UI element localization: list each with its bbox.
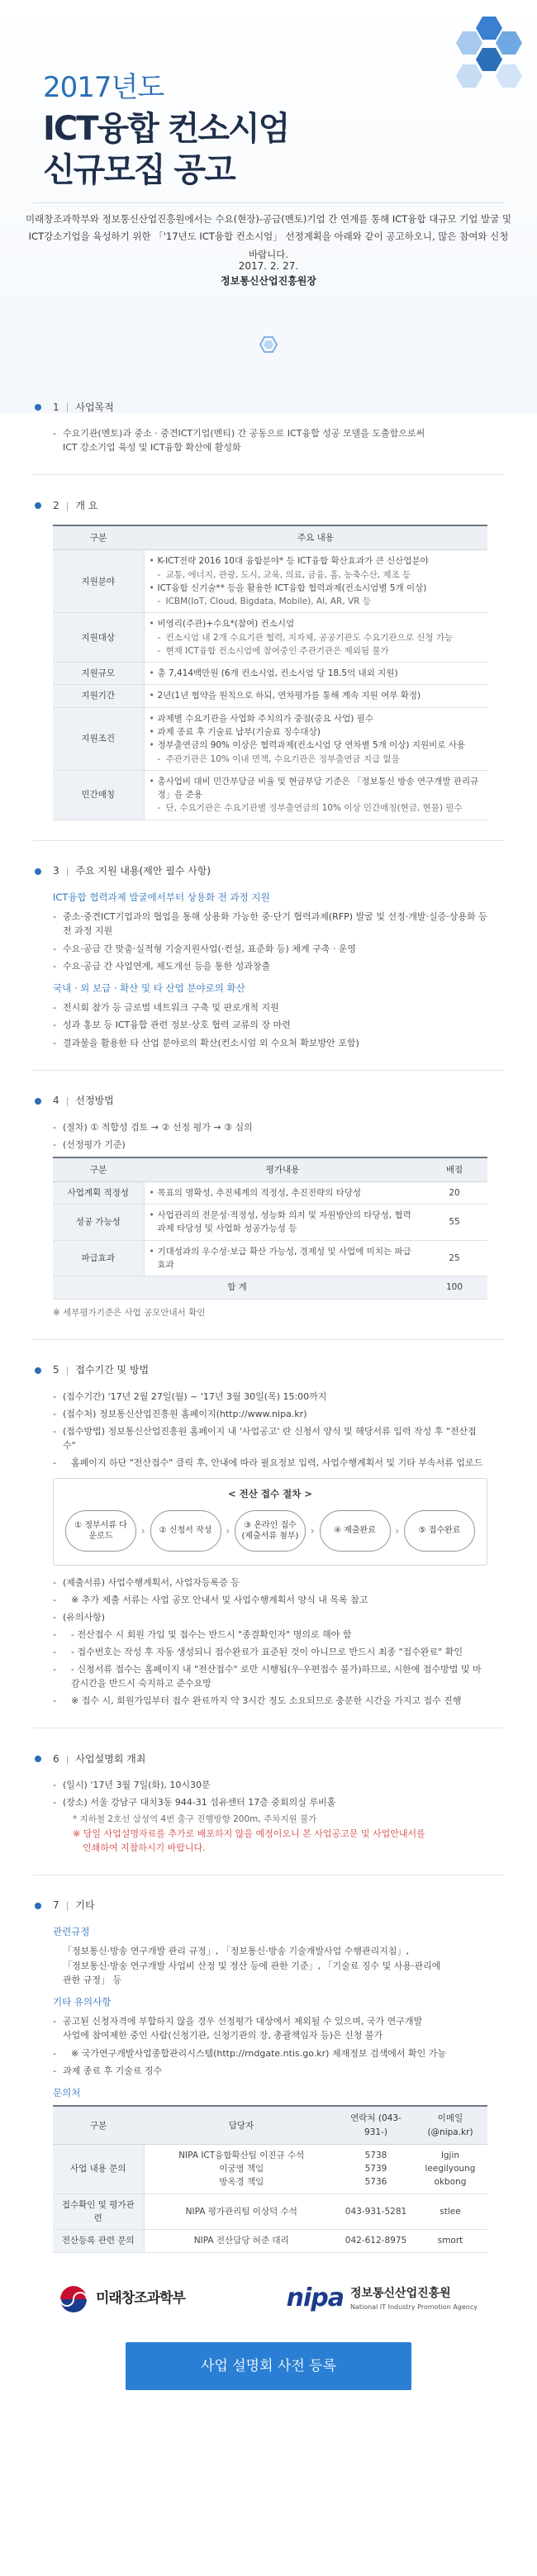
overview-row-label: 지원분야 xyxy=(53,550,144,613)
section-support xyxy=(0,861,537,1050)
pre-register-button[interactable]: 사업 설명회 사전 등록 xyxy=(126,2342,411,2390)
list-item: - (접수처) 정보통신산업진흥원 홈페이지(http://www.nipa.kr) xyxy=(53,1407,487,1421)
contact-email: stlee xyxy=(413,2193,487,2230)
criteria-header-category: 구분 xyxy=(53,1157,144,1182)
contact-phone: 5738 5739 5736 xyxy=(339,2144,413,2193)
chevron-right-icon: › xyxy=(226,1524,230,1537)
notice-item: - 과제 종료 후 기술료 징수 xyxy=(53,2064,487,2078)
list-item: - ※ 추가 제출 서류는 사업 공모 안내서 및 사업수행계획서 양식 내 목록 참고 xyxy=(53,1593,487,1607)
section-application xyxy=(0,1360,537,1708)
section-overview xyxy=(0,495,537,820)
criteria-note: ※ 세부평가기준은 사업 공모안내서 확인 xyxy=(53,1307,206,1318)
section-divider xyxy=(33,1070,504,1071)
contact-row xyxy=(53,2144,487,2193)
overview-header-category: 구분 xyxy=(53,525,144,550)
briefing-transport-note: * 지하철 2호선 삼성역 4번 출구 진행방향 200m, 주차지원 불가 xyxy=(73,1814,317,1825)
section-number: 6 xyxy=(53,1752,59,1765)
section-etc xyxy=(0,1895,537,2253)
nipa-name-en: National IT Industry Promotion Agency xyxy=(349,2303,478,2312)
overview-table xyxy=(53,525,487,820)
contact-row xyxy=(53,2193,487,2230)
section-heading xyxy=(53,1091,487,1112)
overview-content-item: - 컨소시엄 내 2개 수요기관 협력, 지자체, 공공기관도 수요기관으로 신청 가능 xyxy=(150,631,483,644)
criteria-table xyxy=(53,1157,487,1300)
overview-row-content xyxy=(144,770,487,820)
section-heading xyxy=(53,1895,487,1917)
section-number: 5 xyxy=(53,1364,59,1376)
section-number: 7 xyxy=(53,1899,59,1912)
step-4: ④ 제출완료 xyxy=(320,1510,391,1552)
steps-row xyxy=(65,1510,475,1552)
criteria-header-content: 평가내용 xyxy=(144,1157,421,1182)
contact-row xyxy=(53,2230,487,2252)
contact-label: 사업 내용 문의 xyxy=(53,2144,144,2193)
overview-row-content xyxy=(144,550,487,613)
list-item: - (제출서류) 사업수행계획서, 사업자등록증 등 xyxy=(53,1576,487,1590)
contact-label: 전산등록 관련 문의 xyxy=(53,2230,144,2252)
overview-content-item: • 비영리(주관)+수요*(참여) 컨소시엄 xyxy=(150,617,483,630)
hero-header xyxy=(0,0,537,413)
contact-person: NIPA 평가관리팀 이상덕 수석 xyxy=(144,2193,339,2230)
criteria-row-content xyxy=(144,1205,421,1241)
criteria-row-label: 사업계획 적정성 xyxy=(53,1181,144,1204)
footer-logos xyxy=(0,2266,537,2332)
section-number: 1 xyxy=(53,401,59,413)
criteria-content-item: • 기대성과의 우수성·보급 확산 가능성, 경제성 및 사업에 미치는 파급효과 xyxy=(150,1245,417,1272)
etc-rules xyxy=(53,1944,487,1986)
support-subtitle-2: 국내 · 외 보급 · 확산 및 타 산업 분야로의 확산 xyxy=(53,981,245,994)
contact-email: lgjin leegilyoung okbong xyxy=(413,2144,487,2193)
section-heading xyxy=(53,1748,487,1770)
bullet-dot-icon xyxy=(35,1903,41,1909)
overview-content-item: - 현재 ICT융합 컨소시엄에 참여중인 주관기관은 제외됨 불가 xyxy=(150,644,483,658)
section-title: 사업목적 xyxy=(75,401,114,413)
list-item: - 성과 홍보 등 ICT융합 관련 정보·상호 협력 교류의 장 마련 xyxy=(53,1018,487,1032)
gov-logo xyxy=(59,2285,185,2313)
section-separator: | xyxy=(65,500,69,511)
overview-row-content xyxy=(144,707,487,770)
gov-name: 미래창조과학부 xyxy=(96,2290,185,2307)
section-heading xyxy=(53,861,487,882)
overview-header-content: 주요 내용 xyxy=(144,525,487,550)
section-title: 기타 xyxy=(75,1899,95,1912)
contact-header-category: 구분 xyxy=(53,2106,144,2144)
bullet-dot-icon xyxy=(35,1367,41,1374)
contact-table xyxy=(53,2105,487,2252)
hexagon-mark-icon xyxy=(259,335,278,354)
overview-row xyxy=(53,770,487,820)
list-item: - (유의사항) xyxy=(53,1610,487,1624)
section-separator: | xyxy=(65,866,69,877)
overview-row-label: 지원기간 xyxy=(53,685,144,707)
overview-row-content xyxy=(144,613,487,663)
contact-person: NIPA 전산담당 허준 대리 xyxy=(144,2230,339,2252)
nipa-logo xyxy=(287,2279,478,2318)
section-purpose xyxy=(0,397,537,454)
section-number: 4 xyxy=(53,1095,59,1107)
nipa-wordmark: nipa xyxy=(286,2284,344,2313)
section-title: 개 요 xyxy=(75,499,98,511)
purpose-text: - 수요기관(멘토)과 중소 · 중견ICT기업(멘티) 간 공동으로 ICT융합 성공 모델을 도출함으로써 ICT 강소기업 육성 및 ICT융합 확산에 활성화 xyxy=(53,426,487,454)
rule-line: 「정보통신·방송 연구개발 사업비 산정 및 정산 등에 관한 기준」, 「기술료 징수 및 사용·관리에 xyxy=(63,1960,441,1971)
criteria-row-score: 55 xyxy=(421,1205,487,1241)
overview-content-item: - 교통, 에너지, 관광, 도시, 교육, 의료, 금융, 홈, 농축수산, 제조 등 xyxy=(150,568,483,582)
section-separator: | xyxy=(65,1753,69,1765)
section-heading xyxy=(53,495,487,516)
support-list-1 xyxy=(53,910,487,972)
criteria-content-item: • 목표의 명확성, 추진체계의 적정성, 추진전략의 타당성 xyxy=(150,1186,417,1200)
section-separator: | xyxy=(65,402,69,413)
briefing-time: - (일시) '17년 3월 7일(화), 10시30분 xyxy=(53,1778,487,1792)
step-2: ② 신청서 작성 xyxy=(150,1510,221,1552)
section-separator: | xyxy=(65,1365,69,1376)
notice-item: - ※ 국가연구개발사업종합관리시스템(http://rndgate.ntis.go.kr) 제재정보 검색에서 확인 가능 xyxy=(53,2046,487,2060)
criteria-row-label: 성공 가능성 xyxy=(53,1205,144,1241)
contact-email: smort xyxy=(413,2230,487,2252)
overview-row-content xyxy=(144,663,487,685)
etc-notices xyxy=(53,2014,487,2077)
selection-procedure: - (절차) ① 적합성 검토 → ② 선정 평가 → ③ 심의 xyxy=(53,1120,487,1134)
contact-header-email: 이메일 (@nipa.kr) xyxy=(413,2106,487,2144)
criteria-row xyxy=(53,1205,487,1241)
briefing-warning-line2: 인쇄하여 지참하시기 바랍니다. xyxy=(83,1842,206,1853)
section-number: 2 xyxy=(53,499,59,511)
section-divider xyxy=(33,1339,504,1340)
criteria-row-score: 25 xyxy=(421,1240,487,1276)
overview-row xyxy=(53,707,487,770)
overview-content-item: - ICBM(IoT, Cloud, Bigdata, Mobile), AI, AR, VR 등 xyxy=(150,595,483,608)
rule-line: 「정보통신·방송 연구개발 관리 규정」, 「정보통신·방송 기술개발사업 수행관리지침」, xyxy=(63,1946,409,1957)
criteria-row-content xyxy=(144,1240,421,1276)
criteria-header-score: 배점 xyxy=(421,1157,487,1182)
overview-content-item: • 과제별 수요기관을 사업화 주치의가 중점(중요 사업) 필수 xyxy=(150,712,483,725)
list-item: - 전시회 참가 등 글로벌 네트워크 구축 및 판로개척 지원 xyxy=(53,1000,487,1015)
list-item: - (접수방법) 정보통신산업진흥원 홈페이지 내 '사업공고' 란 신청서 양식 및 해당서류 입력 작성 후 "전산접수" xyxy=(53,1424,487,1452)
section-heading xyxy=(53,1360,487,1381)
overview-content-item: • 과제 종료 후 기술료 납부(기술료 징수대상) xyxy=(150,725,483,739)
overview-row-label: 지원조건 xyxy=(53,707,144,770)
bullet-dot-icon xyxy=(35,502,41,509)
criteria-row-label: 파급효과 xyxy=(53,1240,144,1276)
section-divider xyxy=(33,840,504,841)
section-title: 주요 지원 내용(제안 필수 사항) xyxy=(75,865,211,877)
section-title: 선정방법 xyxy=(75,1095,114,1107)
overview-row-label: 지원규모 xyxy=(53,663,144,685)
list-item: - 결과물을 활용한 타 산업 분야로의 확산(컨소시엄 외 수요처 확보방안 포함) xyxy=(53,1036,487,1050)
hero-divider xyxy=(33,202,504,203)
overview-content-item: - 주관기관은 10% 이내 면책, 수요기관은 정부출연금 지급 없음 xyxy=(150,753,483,766)
bullet-dot-icon xyxy=(35,868,41,875)
overview-row-content xyxy=(144,685,487,707)
list-item: - - 신청서류 접수는 홈페이지 내 "전산접수" 로만 시행됨(우·우편접수 불가)하므로, 시한에 접수방법 및 마감시간을 반드시 숙지하고 준수요망 xyxy=(53,1662,487,1690)
section-title: 접수기간 및 방법 xyxy=(75,1364,150,1376)
contact-label: 접수확인 및 평가관련 xyxy=(53,2193,144,2230)
step-5: ⑤ 접수완료 xyxy=(404,1510,475,1552)
criteria-total-label: 합 계 xyxy=(53,1276,421,1299)
briefing-place: - (장소) 서울 강남구 대치3동 944-31 섬유센터 17층 중회의실 루비홀 xyxy=(53,1795,487,1809)
section-title: 사업설명회 개최 xyxy=(75,1752,146,1765)
overview-row xyxy=(53,685,487,707)
section-selection xyxy=(0,1091,537,1319)
selection-criteria-label: - (선정평가 기준) xyxy=(53,1138,487,1152)
list-item: - 홈페이지 하단 "전산접수" 클릭 후, 안내에 따라 필요정보 입력, 사업수행계획서 및 기타 부속서류 업로드 xyxy=(53,1456,487,1470)
section-heading xyxy=(53,397,487,418)
etc-subtitle-rules: 관련규정 xyxy=(53,1925,90,1937)
overview-row-label: 민간매칭 xyxy=(53,770,144,820)
steps-title: < 전산 접수 절차 > xyxy=(228,1488,312,1500)
list-item: - ※ 접수 시, 회원가입부터 접수 완료까지 약 3시간 정도 소요되므로 충분한 시간을 가지고 접수 진행 xyxy=(53,1694,487,1708)
overview-row xyxy=(53,663,487,685)
support-list-2 xyxy=(53,1000,487,1049)
briefing-list xyxy=(53,1778,487,1809)
contact-person: NIPA ICT융합확산팀 이진규 수석 이궁영 책임 방옥경 책임 xyxy=(144,2144,339,2193)
overview-content-item: • 총 7,414백만원 (6개 컨소시엄, 컨소시엄 당 18.5억 내외 지원) xyxy=(150,667,483,680)
section-number: 3 xyxy=(53,865,59,877)
briefing-warning-line1: ※ 당일 사업설명자료를 추가로 배포하지 않을 예정이오니 본 사업공고문 및 사업안내서를 xyxy=(73,1827,425,1839)
hexagon-cluster-icon xyxy=(423,12,522,102)
nipa-name-ko: 정보통신산업진흥원 xyxy=(349,2286,451,2300)
section-separator: | xyxy=(65,1096,69,1107)
bullet-dot-icon xyxy=(35,1098,41,1105)
list-item: - 수요·공급 간 맞춤·실적형 기술지원사업(·컨설, 표준화 등) 체계 구축 · 운영 xyxy=(53,942,487,956)
criteria-total-score: 100 xyxy=(421,1276,487,1299)
contact-phone: 043-931-5281 xyxy=(339,2193,413,2230)
section-separator: | xyxy=(65,1900,69,1912)
criteria-row xyxy=(53,1240,487,1276)
overview-content-item: • ICT융합 신기술** 등을 활용한 ICT융합 협력과제(컨소시엄별 5개 이상) xyxy=(150,582,483,595)
purpose-list xyxy=(53,426,487,454)
rule-line: 관한 규정」 등 xyxy=(63,1974,122,1985)
etc-subtitle-contact: 문의처 xyxy=(53,2086,81,2098)
section-briefing xyxy=(0,1748,537,1854)
step-1: ① 정부서류 다운로드 xyxy=(65,1510,136,1552)
support-subtitle-1: ICT융합 협력과제 발굴에서부터 상용화 전 과정 지원 xyxy=(53,891,270,903)
step-3: ③ 온라인 접수 (제출서류 첨부) xyxy=(235,1510,306,1552)
announcement-date: 2017. 2. 27. xyxy=(238,260,299,272)
list-item: - 중소·중견ICT기업과의 협업을 통해 상용화 가능한 중·단기 협력과제(RFP) 발굴 및 선정·개발·실증·상용화 등 전 과정 지원 xyxy=(53,910,487,938)
hero-intro-line2: ICT강소기업을 육성하기 위한 「'17년도 ICT융합 컨소시엄」 선정계획을 아래와 같이 공고하오니, 많은 참여와 신청 바랍니다. xyxy=(28,231,509,260)
hero-intro xyxy=(25,211,512,264)
application-notes xyxy=(53,1576,487,1708)
overview-content-item: • 정부출연금의 90% 이상은 협력과제(컨소시엄 당 연차별 5개 이상) 지원비로 사용 xyxy=(150,739,483,752)
selection-list xyxy=(53,1120,487,1152)
list-item: - - 전산접수 시 회원 가입 및 접수는 반드시 "종결확인자" 명의로 해야 함 xyxy=(53,1628,487,1642)
criteria-total-row xyxy=(53,1276,487,1299)
application-list xyxy=(53,1390,487,1470)
criteria-content-item: • 사업관리의 전문성·적정성, 성능화 의지 및 자원방안의 타당성, 협력과제 타당성 및 사업화 성공가능성 등 xyxy=(150,1209,417,1236)
chevron-right-icon: › xyxy=(310,1524,315,1537)
overview-content-item: • 총사업비 대비 민간부담금 비율 및 현금부담 기준은 「정보통신 방송 연구개발 관리규정」을 준용 xyxy=(150,775,483,802)
overview-row-label: 지원대상 xyxy=(53,613,144,663)
section-divider xyxy=(33,474,504,475)
overview-content-item: • K-ICT전략 2016 10대 융합분야* 등 ICT융합 확산효과가 큰 신산업분야 xyxy=(150,554,483,568)
hero-intro-line1: 미래창조과학부와 정보통신산업진흥원에서는 수요(현장)-공급(멘토)기업 간 연계를 통해 ICT융합 대규모 기업 발굴 및 xyxy=(25,213,512,225)
overview-row xyxy=(53,613,487,663)
bullet-dot-icon xyxy=(35,1756,41,1762)
criteria-row-score: 20 xyxy=(421,1181,487,1204)
hero-title-line2: 신규모집 공고 xyxy=(43,151,235,189)
hero-year: 2017년도 xyxy=(43,71,164,104)
hero-title-line1: ICT융합 컨소시엄 xyxy=(43,110,289,148)
criteria-row-content xyxy=(144,1181,421,1204)
chevron-right-icon: › xyxy=(395,1524,400,1537)
overview-row xyxy=(53,550,487,613)
contact-header-phone: 연락처 (043-931-) xyxy=(339,2106,413,2144)
government-emblem-icon xyxy=(59,2285,88,2313)
chevron-right-icon: › xyxy=(140,1524,145,1537)
submission-steps xyxy=(53,1478,487,1566)
announcement-org: 정보통신산업진흥원장 xyxy=(221,275,316,287)
notice-item: - 공고된 신청자격에 부합하지 않을 경우 선정평가 대상에서 제외될 수 있으며, 국가 연구개발 사업에 참여제한 중인 사람(신청기관, 신청기관의 장, 총괄책임자 등)은 신청 불가 xyxy=(53,2014,487,2042)
list-item: - (접수기간) '17년 2월 27일(월) ~ '17년 3월 30일(목) 15:00까지 xyxy=(53,1390,487,1404)
overview-content-item: - 단, 수요기관은 수요기관별 정부출연금의 10% 이상 민간매칭(현금, 현물) 필수 xyxy=(150,801,483,815)
contact-phone: 042-612-8975 xyxy=(339,2230,413,2252)
etc-subtitle-notice: 기타 유의사항 xyxy=(53,1995,112,2008)
contact-header-person: 담당자 xyxy=(144,2106,339,2144)
bullet-dot-icon xyxy=(35,404,41,411)
list-item: - - 접수번호는 작성 후 자동 생성되니 접수완료가 표준된 것이 아니므로 반드시 최종 "접수완료" 확인 xyxy=(53,1645,487,1659)
overview-content-item: • 2년(1년 협약을 원칙으로 하되, 연차평가를 통해 계속 지원 여부 확정) xyxy=(150,689,483,702)
nipa-text xyxy=(350,2285,478,2313)
criteria-row xyxy=(53,1181,487,1204)
list-item: - 수요·공급 간 사업연계, 제도개선 등을 통한 성과창출 xyxy=(53,959,487,973)
